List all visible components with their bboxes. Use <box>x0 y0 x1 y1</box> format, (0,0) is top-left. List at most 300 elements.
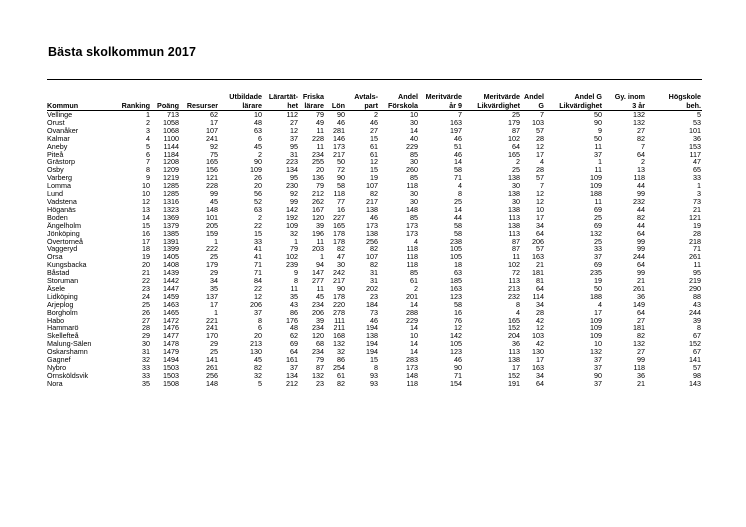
value-cell: 29 <box>210 269 218 278</box>
value-cell: 184 <box>366 300 378 309</box>
value-cell: 192 <box>286 213 298 222</box>
value-cell: 19 <box>370 174 378 183</box>
value-cell: 58 <box>454 229 462 238</box>
value-cell: 138 <box>508 221 520 230</box>
value-cell: 1477 <box>163 332 179 341</box>
value-cell: 21 <box>637 379 645 388</box>
value-cell: 21 <box>536 261 544 270</box>
value-cell: 111 <box>334 316 345 325</box>
value-cell: 8 <box>458 190 462 198</box>
value-cell: 277 <box>312 277 324 285</box>
value-cell: 25 <box>454 197 462 206</box>
municipality-cell: Nora <box>47 379 63 388</box>
value-cell: 44 <box>637 221 645 230</box>
table-row <box>47 348 702 356</box>
value-cell: 11 <box>693 261 701 270</box>
value-cell: 30 <box>337 261 345 270</box>
value-cell: 165 <box>206 158 218 167</box>
value-cell: 10 <box>410 110 418 119</box>
municipality-cell: Orust <box>47 118 65 127</box>
value-cell: 113 <box>508 277 520 285</box>
value-cell: 179 <box>508 118 520 127</box>
value-cell: 143 <box>689 379 701 388</box>
value-cell: 71 <box>254 261 262 270</box>
value-cell: 10 <box>536 205 544 214</box>
column-header <box>325 93 346 111</box>
value-cell: 21 <box>693 205 701 214</box>
value-cell: 28 <box>536 166 544 175</box>
column-header <box>346 93 379 111</box>
value-cell: 29 <box>210 340 218 349</box>
table-row <box>47 261 702 269</box>
value-cell: 11 <box>512 253 520 262</box>
value-cell: 73 <box>693 197 701 206</box>
value-cell: 46 <box>337 118 345 127</box>
value-cell: 113 <box>508 229 520 238</box>
municipality-cell: Ovanåker <box>47 126 79 135</box>
column-header-line: Poäng <box>157 100 179 110</box>
value-cell: 167 <box>312 205 324 214</box>
table-row <box>47 285 702 293</box>
value-cell: 118 <box>406 379 418 388</box>
value-cell: 33 <box>142 371 150 380</box>
value-cell: 25 <box>210 253 218 262</box>
value-cell: 1285 <box>163 182 179 191</box>
value-cell: 138 <box>366 332 378 341</box>
value-cell: 159 <box>206 229 218 238</box>
value-cell: 81 <box>536 277 544 285</box>
column-header <box>603 93 646 111</box>
value-cell: 101 <box>206 213 218 222</box>
value-cell: 27 <box>637 126 645 135</box>
value-cell: 37 <box>594 150 602 159</box>
municipality-cell: Grästorp <box>47 158 75 167</box>
value-cell: 87 <box>512 126 520 135</box>
municipality-cell: Varberg <box>47 174 73 183</box>
value-cell: 69 <box>594 261 602 270</box>
value-cell: 45 <box>254 356 262 364</box>
municipality-cell: Örnsköldsvik <box>47 371 89 380</box>
column-header-line: Meritvärde <box>425 92 462 101</box>
value-cell: 213 <box>250 340 262 349</box>
value-cell: 9 <box>598 126 602 135</box>
value-cell: 136 <box>312 174 324 183</box>
value-cell: 234 <box>312 150 324 159</box>
value-cell: 79 <box>316 110 324 119</box>
value-cell: 11 <box>316 142 324 151</box>
value-cell: 16 <box>337 205 345 214</box>
value-cell: 141 <box>206 356 218 364</box>
table-row <box>47 127 702 135</box>
value-cell: 43 <box>290 300 298 309</box>
value-cell: 82 <box>637 332 645 341</box>
table-row <box>47 309 702 317</box>
value-cell: 194 <box>366 348 378 357</box>
value-cell: 12 <box>536 324 544 333</box>
value-cell: 138 <box>366 205 378 214</box>
table-row <box>47 245 702 253</box>
value-cell: 12 <box>536 197 544 206</box>
value-cell: 42 <box>536 316 544 325</box>
value-cell: 82 <box>370 245 378 254</box>
value-cell: 30 <box>410 118 418 127</box>
column-header <box>521 93 545 111</box>
value-cell: 29 <box>142 332 150 341</box>
value-cell: 165 <box>508 316 520 325</box>
value-cell: 35 <box>210 284 218 293</box>
value-cell: 173 <box>333 142 345 151</box>
value-cell: 149 <box>633 300 645 309</box>
value-cell: 37 <box>594 379 602 388</box>
value-cell: 221 <box>206 316 218 325</box>
value-cell: 191 <box>508 379 520 388</box>
value-cell: 7 <box>540 110 544 119</box>
value-cell: 229 <box>406 316 418 325</box>
value-cell: 30 <box>142 340 150 349</box>
value-cell: 71 <box>454 174 462 183</box>
value-cell: 34 <box>210 277 218 285</box>
value-cell: 217 <box>366 197 378 206</box>
value-cell: 113 <box>508 348 520 357</box>
value-cell: 82 <box>370 190 378 198</box>
column-header <box>219 93 263 111</box>
table-row <box>47 174 702 182</box>
municipality-cell: Övertorneå <box>47 237 83 246</box>
column-header <box>419 93 463 111</box>
value-cell: 33 <box>254 237 262 246</box>
table-row <box>47 182 702 190</box>
value-cell: 1144 <box>163 142 179 151</box>
value-cell: 261 <box>689 253 701 262</box>
municipality-cell: Gagnef <box>47 356 71 364</box>
value-cell: 33 <box>693 174 701 183</box>
municipality-cell: Arjeplog <box>47 300 74 309</box>
value-cell: 241 <box>206 324 218 333</box>
value-cell: 16 <box>454 308 462 317</box>
value-cell: 11 <box>316 126 324 135</box>
column-header <box>545 93 603 111</box>
value-cell: 19 <box>693 221 701 230</box>
value-cell: 118 <box>633 364 645 372</box>
value-cell: 39 <box>316 221 324 230</box>
value-cell: 161 <box>286 356 298 364</box>
value-cell: 1 <box>214 237 218 246</box>
value-cell: 57 <box>536 245 544 254</box>
value-cell: 64 <box>637 261 645 270</box>
column-header-line: part <box>364 100 378 110</box>
value-cell: 53 <box>693 118 701 127</box>
value-cell: 278 <box>333 308 345 317</box>
value-cell: 28 <box>693 229 701 238</box>
value-cell: 232 <box>633 197 645 206</box>
value-cell: 7 <box>540 182 544 191</box>
value-cell: 238 <box>450 237 462 246</box>
value-cell: 25 <box>512 110 520 119</box>
value-cell: 2 <box>258 213 262 222</box>
value-cell: 18 <box>454 261 462 270</box>
value-cell: 132 <box>590 348 602 357</box>
value-cell: 17 <box>536 213 544 222</box>
value-cell: 132 <box>333 340 345 349</box>
column-header-line: 3 år <box>632 100 645 110</box>
column-header <box>151 93 180 111</box>
value-cell: 37 <box>594 356 602 364</box>
column-header <box>646 93 702 111</box>
value-cell: 11 <box>594 142 602 151</box>
value-cell: 153 <box>689 142 701 151</box>
value-cell: 37 <box>290 134 298 143</box>
value-cell: 118 <box>406 261 418 270</box>
value-cell: 290 <box>689 284 701 293</box>
value-cell: 31 <box>142 348 150 357</box>
value-cell: 165 <box>508 150 520 159</box>
value-cell: 120 <box>312 213 324 222</box>
value-cell: 1494 <box>163 356 179 364</box>
value-cell: 39 <box>316 316 324 325</box>
value-cell: 260 <box>406 166 418 175</box>
table-row <box>47 324 702 332</box>
table-row <box>47 190 702 198</box>
value-cell: 205 <box>206 221 218 230</box>
value-cell: 34 <box>536 300 544 309</box>
table-header-row <box>47 93 702 111</box>
value-cell: 62 <box>290 332 298 341</box>
value-cell: 12 <box>254 292 262 301</box>
value-cell: 16 <box>142 229 150 238</box>
value-cell: 181 <box>532 269 544 278</box>
value-cell: 212 <box>312 190 324 198</box>
value-cell: 35 <box>142 379 150 388</box>
value-cell: 109 <box>590 316 602 325</box>
value-cell: 206 <box>532 237 544 246</box>
municipality-cell: Lomma <box>47 182 71 191</box>
value-cell: 134 <box>286 371 298 380</box>
value-cell: 2 <box>258 150 262 159</box>
table-row <box>47 135 702 143</box>
value-cell: 1408 <box>163 261 179 270</box>
value-cell: 76 <box>454 316 462 325</box>
value-cell: 12 <box>536 142 544 151</box>
value-cell: 8 <box>294 277 298 285</box>
value-cell: 137 <box>206 292 218 301</box>
column-header-line: Likvärdighet <box>477 100 520 110</box>
value-cell: 212 <box>286 379 298 388</box>
value-cell: 118 <box>633 174 645 183</box>
value-cell: 87 <box>316 364 324 372</box>
table-row <box>47 230 702 238</box>
value-cell: 109 <box>590 332 602 341</box>
municipality-cell: Malung-Sälen <box>47 340 92 349</box>
value-cell: 63 <box>454 269 462 278</box>
value-cell: 37 <box>254 308 262 317</box>
value-cell: 26 <box>254 174 262 183</box>
value-cell: 123 <box>450 292 462 301</box>
value-cell: 168 <box>333 332 345 341</box>
value-cell: 84 <box>254 277 262 285</box>
value-cell: 1385 <box>163 229 179 238</box>
value-cell: 256 <box>206 371 218 380</box>
column-header-line: Högskole <box>668 92 701 101</box>
value-cell: 43 <box>693 300 701 309</box>
value-cell: 99 <box>637 190 645 198</box>
value-cell: 71 <box>254 269 262 278</box>
table-row <box>47 151 702 159</box>
value-cell: 64 <box>290 348 298 357</box>
value-cell: 8 <box>146 166 150 175</box>
municipality-cell: Båstad <box>47 269 70 278</box>
value-cell: 21 <box>637 277 645 285</box>
value-cell: 121 <box>689 213 701 222</box>
value-cell: 85 <box>410 213 418 222</box>
value-cell: 1478 <box>163 340 179 349</box>
value-cell: 1 <box>146 110 150 119</box>
value-cell: 69 <box>594 221 602 230</box>
value-cell: 218 <box>689 237 701 246</box>
value-cell: 27 <box>290 118 298 127</box>
value-cell: 92 <box>290 190 298 198</box>
value-cell: 262 <box>312 197 324 206</box>
value-cell: 114 <box>532 292 544 301</box>
value-cell: 30 <box>512 182 520 191</box>
value-cell: 107 <box>206 126 218 135</box>
column-header-line: lärare <box>242 100 262 110</box>
value-cell: 67 <box>693 332 701 341</box>
value-cell: 14 <box>410 324 418 333</box>
value-cell: 5 <box>697 110 701 119</box>
value-cell: 93 <box>370 371 378 380</box>
value-cell: 8 <box>374 364 378 372</box>
value-cell: 1439 <box>163 269 179 278</box>
value-cell: 206 <box>250 300 262 309</box>
value-cell: 1 <box>320 253 324 262</box>
value-cell: 1 <box>697 182 701 191</box>
table-row <box>47 166 702 174</box>
column-header-line: år 9 <box>449 100 462 110</box>
value-cell: 11 <box>594 197 602 206</box>
value-cell: 229 <box>406 142 418 151</box>
value-cell: 8 <box>516 300 520 309</box>
value-cell: 41 <box>254 245 262 254</box>
value-cell: 19 <box>594 277 602 285</box>
value-cell: 228 <box>206 182 218 191</box>
value-cell: 45 <box>210 197 218 206</box>
value-cell: 138 <box>508 190 520 198</box>
value-cell: 1323 <box>163 205 179 214</box>
value-cell: 103 <box>532 332 544 341</box>
value-cell: 228 <box>312 134 324 143</box>
value-cell: 65 <box>693 166 701 175</box>
value-cell: 67 <box>693 348 701 357</box>
value-cell: 6 <box>258 324 262 333</box>
value-cell: 254 <box>333 364 345 372</box>
value-cell: 39 <box>693 316 701 325</box>
value-cell: 112 <box>286 110 298 119</box>
table-row <box>47 340 702 348</box>
table-row <box>47 206 702 214</box>
value-cell: 1463 <box>163 300 179 309</box>
value-cell: 85 <box>410 150 418 159</box>
value-cell: 283 <box>406 356 418 364</box>
value-cell: 234 <box>312 348 324 357</box>
municipality-cell: Orsa <box>47 253 63 262</box>
value-cell: 109 <box>286 221 298 230</box>
value-cell: 90 <box>337 284 345 293</box>
value-cell: 23 <box>316 379 324 388</box>
value-cell: 10 <box>142 190 150 198</box>
value-cell: 27 <box>142 316 150 325</box>
value-cell: 86 <box>337 356 345 364</box>
table-row <box>47 317 702 325</box>
value-cell: 36 <box>512 340 520 349</box>
value-cell: 203 <box>312 245 324 254</box>
value-cell: 148 <box>406 205 418 214</box>
municipality-cell: Höganäs <box>47 205 76 214</box>
column-header-line: beh. <box>686 100 701 110</box>
value-cell: 1391 <box>163 237 179 246</box>
value-cell: 30 <box>512 197 520 206</box>
value-cell: 14 <box>410 340 418 349</box>
value-cell: 15 <box>370 166 378 175</box>
value-cell: 34 <box>536 221 544 230</box>
value-cell: 90 <box>594 371 602 380</box>
column-header <box>463 93 521 111</box>
value-cell: 213 <box>508 284 520 293</box>
value-cell: 17 <box>536 150 544 159</box>
municipality-cell: Hammarö <box>47 324 79 333</box>
value-cell: 138 <box>366 229 378 238</box>
value-cell: 17 <box>210 300 218 309</box>
value-cell: 165 <box>333 221 345 230</box>
value-cell: 93 <box>370 379 378 388</box>
value-cell: 156 <box>206 166 218 175</box>
value-cell: 15 <box>142 221 150 230</box>
value-cell: 45 <box>316 292 324 301</box>
value-cell: 1058 <box>163 118 179 127</box>
table-row <box>47 214 702 222</box>
ranking-table-container <box>47 93 702 388</box>
value-cell: 148 <box>206 379 218 388</box>
value-cell: 102 <box>508 134 520 143</box>
value-cell: 32 <box>337 348 345 357</box>
value-cell: 14 <box>410 300 418 309</box>
value-cell: 22 <box>254 221 262 230</box>
value-cell: 44 <box>637 182 645 191</box>
value-cell: 197 <box>450 126 462 135</box>
value-cell: 1379 <box>163 221 179 230</box>
value-cell: 36 <box>637 371 645 380</box>
value-cell: 244 <box>689 308 701 317</box>
column-header-line: Lön <box>331 100 345 110</box>
table-row <box>47 364 702 372</box>
value-cell: 37 <box>594 364 602 372</box>
value-cell: 90 <box>337 174 345 183</box>
value-cell: 117 <box>689 150 701 159</box>
value-cell: 244 <box>633 253 645 262</box>
value-cell: 52 <box>254 197 262 206</box>
value-cell: 5 <box>146 142 150 151</box>
value-cell: 87 <box>512 237 520 246</box>
value-cell: 217 <box>333 150 345 159</box>
value-cell: 6 <box>258 134 262 143</box>
value-cell: 9 <box>294 269 298 278</box>
value-cell: 1503 <box>163 371 179 380</box>
value-cell: 2 <box>641 158 645 167</box>
value-cell: 82 <box>337 379 345 388</box>
column-header-line: Likvärdighet <box>559 100 602 110</box>
value-cell: 47 <box>337 253 345 262</box>
value-cell: 7 <box>458 110 462 119</box>
value-cell: 138 <box>508 356 520 364</box>
